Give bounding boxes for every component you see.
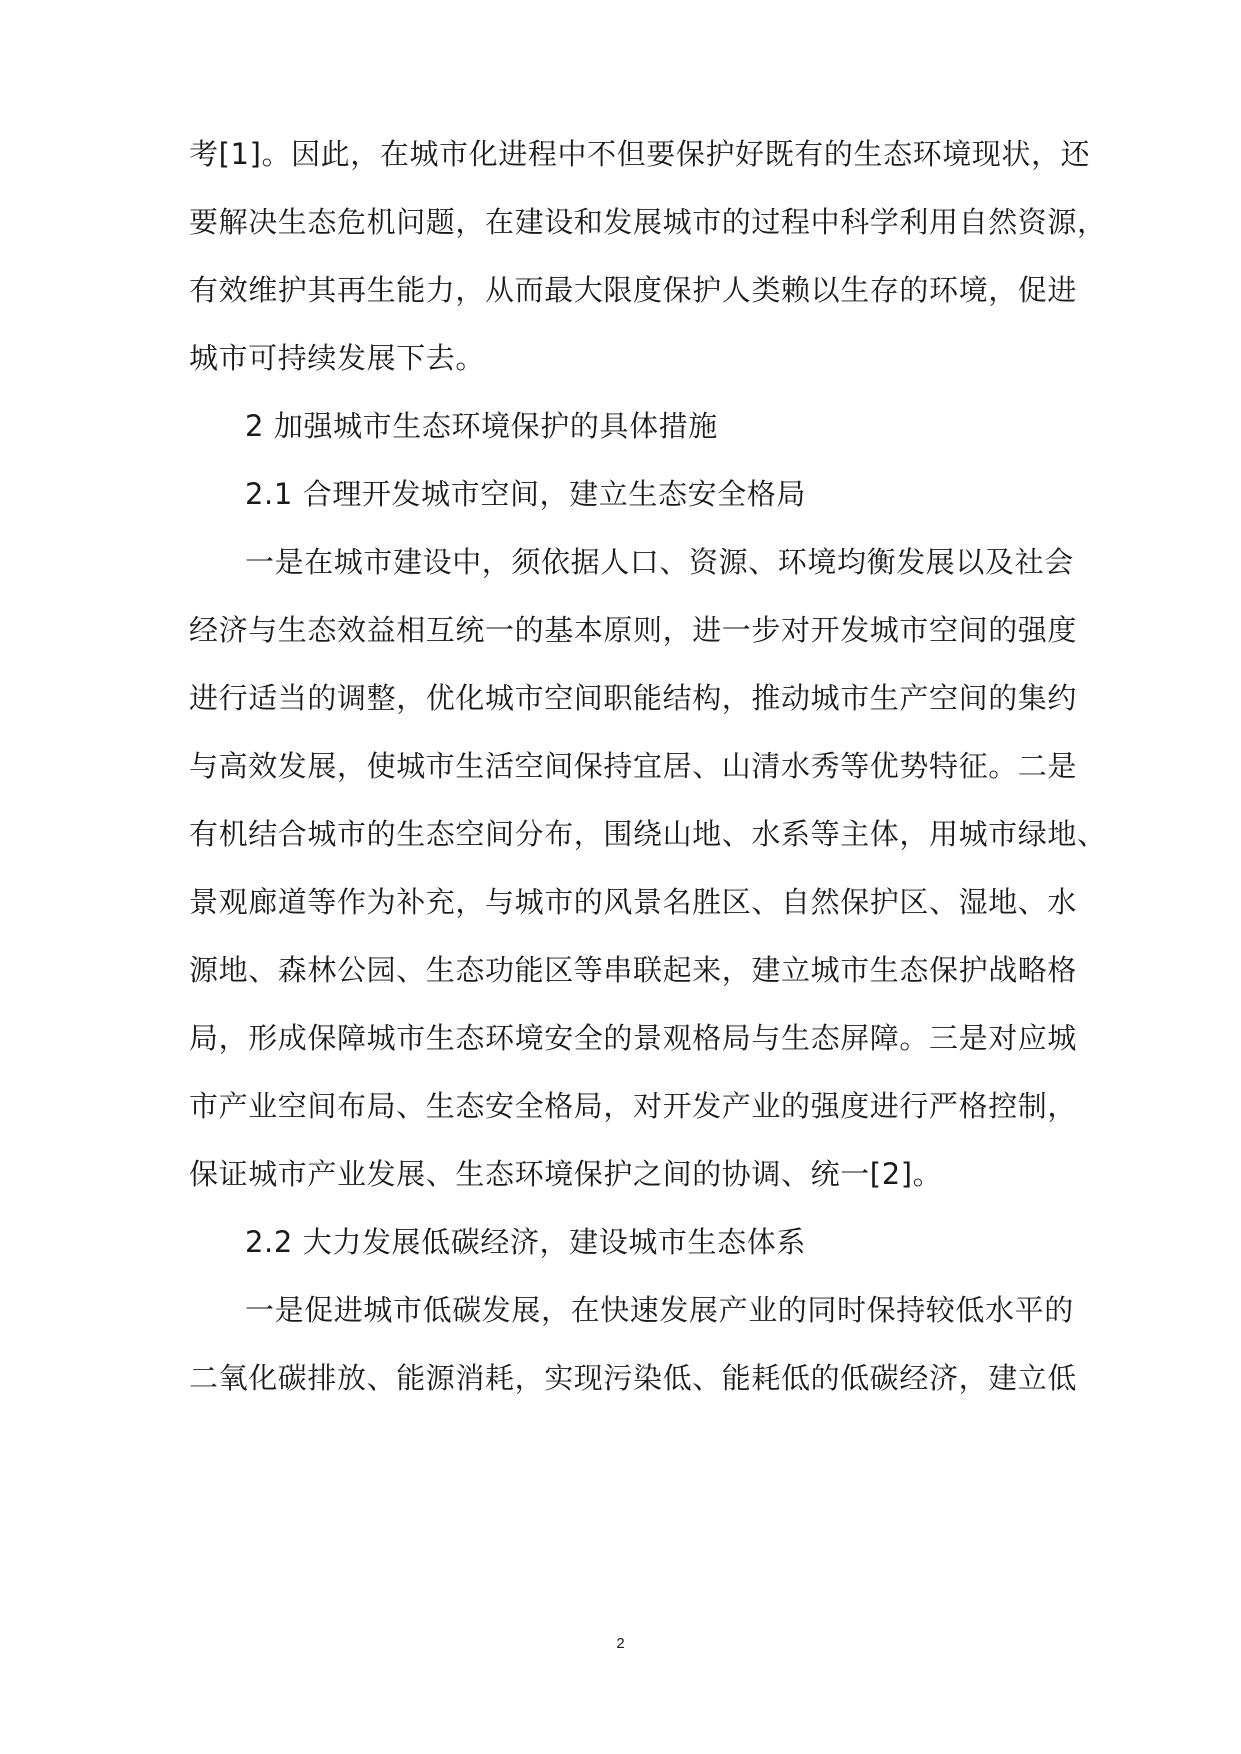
paragraph-line: 有效维护其再生能力，从而最大限度保护人类赖以生存的环境，促进 (189, 273, 1078, 307)
paragraph-line: 经济与生态效益相互统一的基本原则，进一步对开发城市空间的强度 (189, 613, 1078, 647)
paragraph-line: 进行适当的调整，优化城市空间职能结构，推动城市生产空间的集约 (189, 681, 1078, 715)
paragraph-line: 景观廊道等作为补充，与城市的风景名胜区、自然保护区、湿地、水 (189, 885, 1078, 919)
paragraph-line: 要解决生态危机问题，在建设和发展城市的过程中科学利用自然资源， (189, 205, 1107, 239)
paragraph-line: 一是促进城市低碳发展，在快速发展产业的同时保持较低水平的 (245, 1293, 1074, 1327)
section-heading: 2 加强城市生态环境保护的具体措施 (245, 409, 718, 443)
paragraph-line: 市产业空间布局、生态安全格局，对开发产业的强度进行严格控制， (189, 1089, 1078, 1123)
page-number: 2 (616, 1635, 625, 1652)
paragraph-line: 保证城市产业发展、生态环境保护之间的协调、统一[2]。 (189, 1157, 943, 1191)
paragraph-line: 有机结合城市的生态空间分布，围绕山地、水系等主体，用城市绿地、 (189, 817, 1107, 851)
paragraph-line: 源地、森林公园、生态功能区等串联起来，建立城市生态保护战略格 (189, 953, 1078, 987)
paragraph-line: 一是在城市建设中，须依据人口、资源、环境均衡发展以及社会 (245, 545, 1074, 579)
paragraph-line: 与高效发展，使城市生活空间保持宜居、山清水秀等优势特征。二是 (189, 749, 1078, 783)
paragraph-line: 城市可持续发展下去。 (189, 341, 486, 375)
subsection-heading: 2.2 大力发展低碳经济，建设城市生态体系 (245, 1225, 806, 1259)
subsection-heading: 2.1 合理开发城市空间，建立生态安全格局 (245, 477, 806, 511)
paragraph-line: 二氧化碳排放、能源消耗，实现污染低、能耗低的低碳经济，建立低 (189, 1361, 1078, 1395)
paragraph-line: 考[1]。因此，在城市化进程中不但要保护好既有的生态环境现状，还 (189, 137, 1091, 171)
paragraph-line: 局，形成保障城市生态环境安全的景观格局与生态屏障。三是对应城 (189, 1021, 1078, 1055)
